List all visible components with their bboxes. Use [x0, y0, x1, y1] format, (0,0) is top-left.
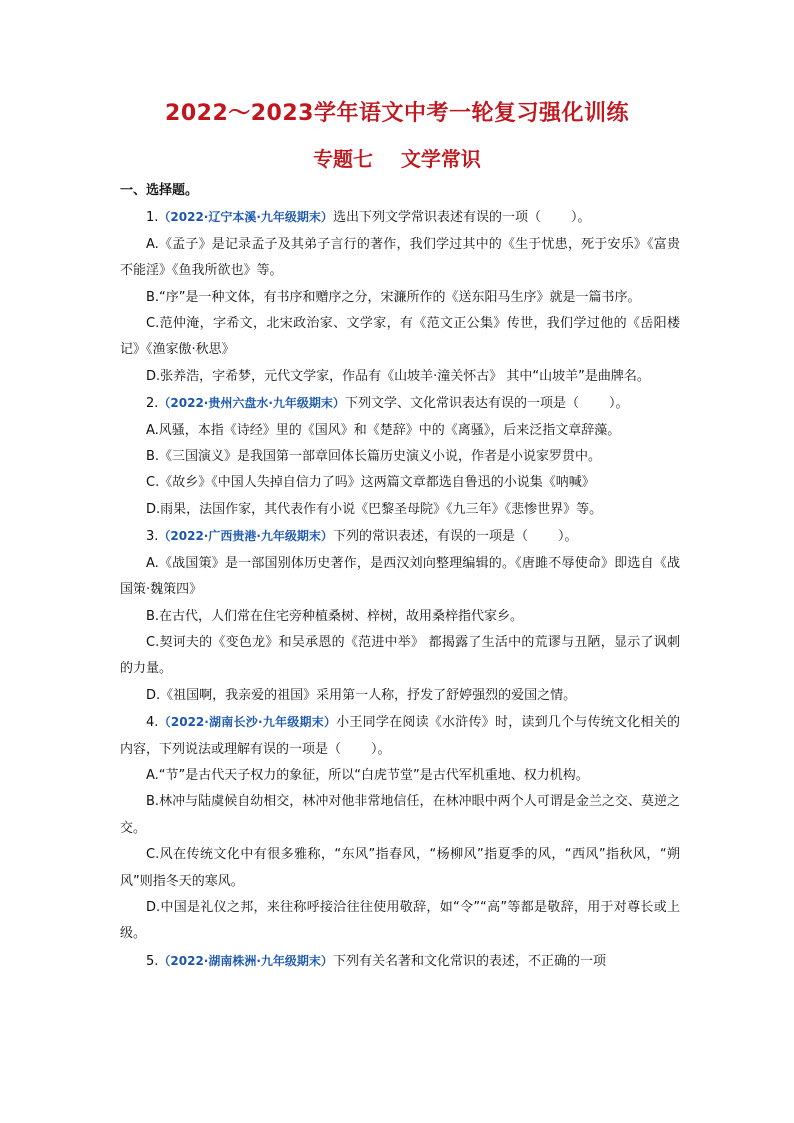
option-c: C.《故乡》《中国人失掉自信力了吗》这两篇文章都选自鲁迅的小说集《呐喊》	[146, 475, 595, 491]
question-source: （2022·湖南长沙·九年级期末）	[158, 715, 337, 730]
question-number: 3.	[146, 529, 159, 545]
option-d: D.《祖国啊，我亲爱的祖国》采用第一人称，抒发了舒婷强烈的爱国之情。	[146, 687, 577, 703]
question-source: （2022·广西贵港·九年级期末）	[158, 529, 333, 544]
question-stem	[120, 204, 680, 231]
question-text-end: ）。	[570, 210, 591, 226]
question-stem	[120, 523, 680, 550]
option-d: D.雨果，法国作家，其代表作有小说《巴黎圣母院》《九三年》《悲惨世界》等。	[146, 501, 603, 517]
option-c: C.范仲淹，字希文，北宋政治家、文学家，有《范文正公集》传世，我们学过他的《岳阳楼记》《渔家傲·秋思》	[120, 316, 680, 358]
option-d: D.中国是礼仪之邦，来往称呼接洽往往使用敬辞，如“令”“高”等都是敬辞，用于对尊长或上级。	[120, 899, 680, 942]
question-source: （2022·辽宁本溪·九年级期末）	[158, 210, 333, 225]
question-source: （2022·贵州六盘水·九年级期末）	[158, 396, 345, 411]
document-body	[120, 178, 680, 975]
option-a: A.风骚，本指《诗经》里的《国风》和《楚辞》中的《离骚》，后来泛指文章辞藻。	[146, 422, 621, 438]
question-text: 下列文学、文化常识表达有误的一项是（	[344, 396, 579, 412]
question-text: 小王同学在阅读《水浒传》时，读到几个与传统文化相关的内容，下列说法或理解有误的一项是（	[120, 715, 680, 757]
option-b: B.《三国演义》是我国第一部章回体长篇历史演义小说，作者是小说家罗贯中。	[146, 449, 602, 465]
option-b: B.在古代，人们常在住宅旁种植桑树、梓树，故用桑梓指代家乡。	[146, 608, 524, 624]
question-number: 1.	[146, 210, 159, 226]
question-text: 选出下列文学常识表述有误的一项（	[332, 210, 541, 226]
option-a: A.“节”是古代天子权力的象征，所以“白虎节堂”是古代军机重地、权力机构。	[146, 767, 589, 783]
option-d: D.张养浩，字希梦，元代文学家，作品有《山坡羊·潼关怀古》 其中“山坡羊”是曲牌名。	[146, 368, 650, 384]
question-number: 2.	[146, 396, 159, 412]
option-c: C.契诃夫的《变色龙》和吴承恩的《范进中举》 都揭露了生活中的荒谬与丑陋，显示了讽刺的力量。	[120, 634, 680, 677]
question-text: 下列有关名著和文化常识的表述，不正确的一项	[332, 953, 606, 969]
option-a: A.《孟子》是记录孟子及其弟子言行的著作，我们学过其中的《生于忧患，死于安乐》《富贵不能淫》《鱼我所欲也》等。	[120, 236, 680, 279]
question-text: 下列的常识表述，有误的一项是（	[332, 529, 528, 545]
section-heading: 一、选择题。	[120, 183, 199, 198]
question-text-end: ）。	[557, 529, 578, 545]
option-a: A.《战国策》是一部国别体历史著作，是西汉刘向整理编辑的。《唐雎不辱使命》即选自《战国策·魏策四》	[120, 555, 680, 598]
question-source: （2022·湖南株洲·九年级期末）	[158, 953, 333, 968]
question-stem	[120, 709, 680, 763]
question-number: 5.	[146, 953, 159, 969]
question-stem	[120, 948, 680, 975]
question-text-end: ）。	[608, 396, 629, 412]
question-number: 4.	[146, 715, 159, 731]
question-stem	[120, 390, 680, 417]
option-c: C.风在传统文化中有很多雅称，“东风”指春风，“杨柳风”指夏季的风，“西风”指秋风，“朔风”则指冬天的寒风。	[120, 847, 680, 889]
question-text-end: ）。	[371, 741, 391, 757]
option-b: B.林冲与陆虞候自幼相交，林冲对他非常地信任，在林冲眼中两个人可谓是金兰之交、莫逆之交。	[120, 794, 680, 836]
option-b: B.“序”是一种文体，有书序和赠序之分，宋濂所作的《送东阳马生序》就是一篇书序。	[146, 289, 641, 305]
document-title: 2022～2023学年语文中考一轮复习强化训练	[165, 101, 629, 126]
document-subtitle: 专题七 文学常识	[313, 147, 481, 171]
